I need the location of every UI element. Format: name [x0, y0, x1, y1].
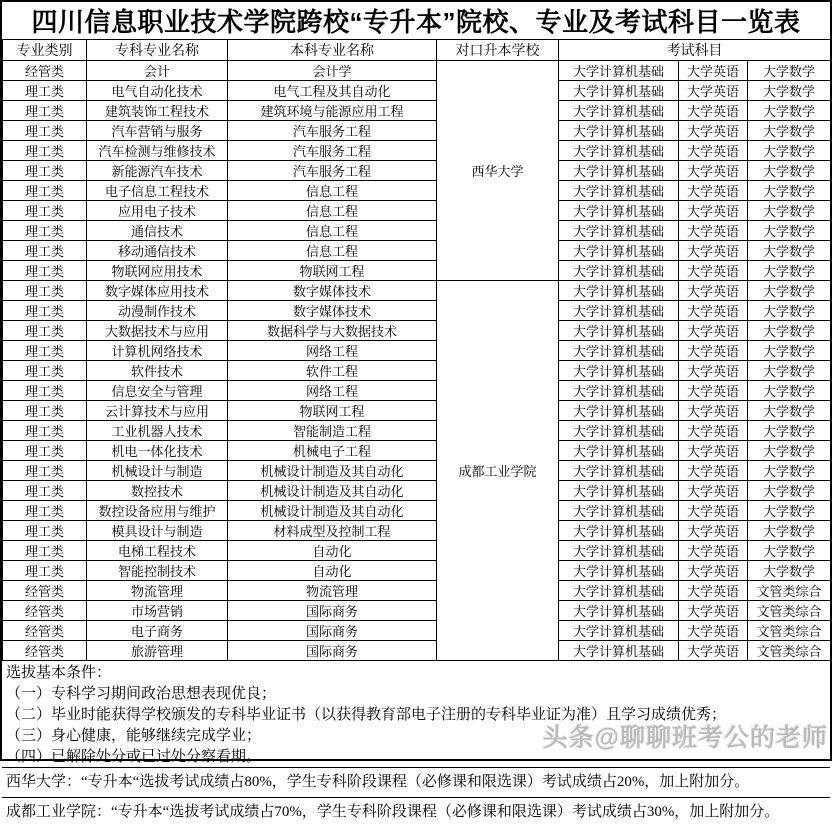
subject-cell: 大学英语: [679, 581, 748, 601]
header-school: 对口升本学校: [437, 40, 559, 61]
header-exam-subjects: 考试科目: [559, 40, 831, 61]
bachelor-major-cell: 机械设计制造及其自动化: [228, 501, 437, 521]
category-cell: 理工类: [3, 161, 87, 181]
subject-cell: 文管类综合: [748, 581, 831, 601]
bachelor-major-cell: 建筑环境与能源应用工程: [228, 101, 437, 121]
college-major-cell: 通信技术: [87, 221, 228, 241]
table-row: [3, 141, 831, 161]
bachelor-major-cell: 信息工程: [228, 221, 437, 241]
subject-cell: 大学英语: [679, 201, 748, 221]
college-major-cell: 工业机器人技术: [87, 421, 228, 441]
college-major-cell: 应用电子技术: [87, 201, 228, 221]
subject-cell: 大学计算机基础: [559, 541, 679, 561]
category-cell: 理工类: [3, 241, 87, 261]
subject-cell: 大学英语: [679, 81, 748, 101]
subject-cell: 大学数学: [748, 481, 831, 501]
subject-cell: 大学英语: [679, 481, 748, 501]
subject-cell: 大学英语: [679, 601, 748, 621]
header-row: [3, 40, 831, 61]
category-cell: 理工类: [3, 521, 87, 541]
subject-cell: 大学计算机基础: [559, 441, 679, 461]
subject-cell: 大学英语: [679, 501, 748, 521]
subject-cell: 大学数学: [748, 141, 831, 161]
college-major-cell: 计算机网络技术: [87, 341, 228, 361]
bachelor-major-cell: 数据科学与大数据技术: [228, 321, 437, 341]
college-major-cell: 云计算技术与应用: [87, 401, 228, 421]
subject-cell: 大学计算机基础: [559, 221, 679, 241]
college-major-cell: 汽车检测与维修技术: [87, 141, 228, 161]
table-row: [3, 541, 831, 561]
subject-cell: 大学数学: [748, 421, 831, 441]
college-major-cell: 物联网应用技术: [87, 261, 228, 281]
subject-cell: 大学英语: [679, 241, 748, 261]
college-major-cell: 动漫制作技术: [87, 301, 228, 321]
college-major-cell: 机械设计与制造: [87, 461, 228, 481]
footnote-chengdu: 成都工业学院：“专升本“选拔考试成绩占70%，学生专科阶段课程（必修课和限选课）考试成绩占30%，加上附加分。: [2, 797, 830, 827]
subject-cell: 大学计算机基础: [559, 201, 679, 221]
bachelor-major-cell: 电气工程及其自动化: [228, 81, 437, 101]
subject-cell: 大学计算机基础: [559, 61, 679, 81]
category-cell: 理工类: [3, 141, 87, 161]
bachelor-major-cell: 网络工程: [228, 341, 437, 361]
subject-cell: 大学计算机基础: [559, 641, 679, 661]
bachelor-major-cell: 会计学: [228, 61, 437, 81]
subject-cell: 大学计算机基础: [559, 581, 679, 601]
table-row: [3, 321, 831, 341]
subject-cell: 大学计算机基础: [559, 461, 679, 481]
header-category: 专业类别: [3, 40, 87, 61]
subject-cell: 文管类综合: [748, 641, 831, 661]
table-row: [3, 441, 831, 461]
school-cell: 西华大学: [437, 61, 559, 281]
subject-cell: 大学英语: [679, 121, 748, 141]
majors-table: [2, 39, 831, 661]
conditions-heading: 选拔基本条件：: [6, 665, 112, 681]
subject-cell: 大学数学: [748, 101, 831, 121]
college-major-cell: 大数据技术与应用: [87, 321, 228, 341]
subject-cell: 大学数学: [748, 121, 831, 141]
bachelor-major-cell: 智能制造工程: [228, 421, 437, 441]
subject-cell: 大学英语: [679, 341, 748, 361]
table-row: [3, 561, 831, 581]
subject-cell: 大学计算机基础: [559, 561, 679, 581]
subject-cell: 大学英语: [679, 641, 748, 661]
subject-cell: 大学数学: [748, 541, 831, 561]
table-header: [3, 40, 831, 61]
table-row: [3, 381, 831, 401]
category-cell: 理工类: [3, 221, 87, 241]
bachelor-major-cell: 汽车服务工程: [228, 161, 437, 181]
college-major-cell: 软件技术: [87, 361, 228, 381]
table-row: [3, 581, 831, 601]
category-cell: 理工类: [3, 361, 87, 381]
subject-cell: 大学英语: [679, 61, 748, 81]
subject-cell: 大学计算机基础: [559, 161, 679, 181]
subject-cell: 大学计算机基础: [559, 401, 679, 421]
subject-cell: 大学英语: [679, 401, 748, 421]
condition-item: （一）专科学习期间政治思想表现优良；: [6, 686, 277, 702]
table-row: [3, 501, 831, 521]
bachelor-major-cell: 自动化: [228, 541, 437, 561]
condition-item: （三）身心健康，能够继续完成学业；: [6, 728, 262, 744]
college-major-cell: 新能源汽车技术: [87, 161, 228, 181]
subject-cell: 大学英语: [679, 381, 748, 401]
bachelor-major-cell: 信息工程: [228, 201, 437, 221]
subject-cell: 大学英语: [679, 561, 748, 581]
subject-cell: 大学计算机基础: [559, 621, 679, 641]
college-major-cell: 电气自动化技术: [87, 81, 228, 101]
bachelor-major-cell: 机械设计制造及其自动化: [228, 481, 437, 501]
subject-cell: 大学英语: [679, 441, 748, 461]
subject-cell: 大学计算机基础: [559, 321, 679, 341]
category-cell: 理工类: [3, 461, 87, 481]
bachelor-major-cell: 物联网工程: [228, 401, 437, 421]
table-row: [3, 641, 831, 661]
bachelor-major-cell: 自动化: [228, 561, 437, 581]
category-cell: 理工类: [3, 381, 87, 401]
table-row: [3, 521, 831, 541]
college-major-cell: 智能控制技术: [87, 561, 228, 581]
subject-cell: 大学计算机基础: [559, 381, 679, 401]
bachelor-major-cell: 国际商务: [228, 621, 437, 641]
subject-cell: 大学英语: [679, 521, 748, 541]
subject-cell: 大学数学: [748, 221, 831, 241]
subject-cell: 文管类综合: [748, 621, 831, 641]
college-major-cell: 旅游管理: [87, 641, 228, 661]
subject-cell: 大学数学: [748, 521, 831, 541]
college-major-cell: 市场营销: [87, 601, 228, 621]
bachelor-major-cell: 软件工程: [228, 361, 437, 381]
subject-cell: 大学数学: [748, 461, 831, 481]
category-cell: 理工类: [3, 181, 87, 201]
category-cell: 理工类: [3, 281, 87, 301]
college-major-cell: 建筑装饰工程技术: [87, 101, 228, 121]
subject-cell: 大学计算机基础: [559, 341, 679, 361]
subject-cell: 大学英语: [679, 161, 748, 181]
table-body: [3, 61, 831, 661]
category-cell: 理工类: [3, 541, 87, 561]
subject-cell: 文管类综合: [748, 601, 831, 621]
bachelor-major-cell: 物联网工程: [228, 261, 437, 281]
subject-cell: 大学计算机基础: [559, 261, 679, 281]
college-major-cell: 电子商务: [87, 621, 228, 641]
bachelor-major-cell: 网络工程: [228, 381, 437, 401]
subject-cell: 大学计算机基础: [559, 301, 679, 321]
subject-cell: 大学英语: [679, 541, 748, 561]
subject-cell: 大学计算机基础: [559, 141, 679, 161]
bachelor-major-cell: 机械设计制造及其自动化: [228, 461, 437, 481]
table-row: [3, 101, 831, 121]
category-cell: 理工类: [3, 321, 87, 341]
subject-cell: 大学数学: [748, 281, 831, 301]
subject-cell: 大学数学: [748, 161, 831, 181]
college-major-cell: 汽车营销与服务: [87, 121, 228, 141]
category-cell: 经管类: [3, 61, 87, 81]
subject-cell: 大学数学: [748, 381, 831, 401]
college-major-cell: 数字媒体应用技术: [87, 281, 228, 301]
subject-cell: 大学英语: [679, 421, 748, 441]
condition-item: （四）已解除处分或已过处分察看期。: [6, 749, 262, 765]
category-cell: 理工类: [3, 301, 87, 321]
table-row: [3, 181, 831, 201]
subject-cell: 大学计算机基础: [559, 121, 679, 141]
bachelor-major-cell: 信息工程: [228, 241, 437, 261]
category-cell: 理工类: [3, 421, 87, 441]
table-row: [3, 361, 831, 381]
category-cell: 理工类: [3, 481, 87, 501]
college-major-cell: 模具设计与制造: [87, 521, 228, 541]
watermark: 头条@聊聊班考公的老师: [542, 724, 828, 752]
category-cell: 理工类: [3, 341, 87, 361]
college-major-cell: 电子信息工程技术: [87, 181, 228, 201]
subject-cell: 大学计算机基础: [559, 241, 679, 261]
school-cell: 成都工业学院: [437, 281, 559, 661]
subject-cell: 大学英语: [679, 221, 748, 241]
table-row: [3, 161, 831, 181]
bachelor-major-cell: 材料成型及控制工程: [228, 521, 437, 541]
subject-cell: 大学数学: [748, 341, 831, 361]
subject-cell: 大学数学: [748, 401, 831, 421]
subject-cell: 大学英语: [679, 461, 748, 481]
table-row: [3, 621, 831, 641]
footnote-xihua: 西华大学：“专升本“选拔考试成绩占80%，学生专科阶段课程（必修课和限选课）考试成绩占20%，加上附加分。: [2, 767, 830, 797]
bachelor-major-cell: 国际商务: [228, 641, 437, 661]
category-cell: 理工类: [3, 401, 87, 421]
subject-cell: 大学计算机基础: [559, 481, 679, 501]
category-cell: 经管类: [3, 641, 87, 661]
subject-cell: 大学英语: [679, 261, 748, 281]
subject-cell: 大学数学: [748, 361, 831, 381]
table-row: [3, 341, 831, 361]
subject-cell: 大学数学: [748, 241, 831, 261]
table-row: [3, 421, 831, 441]
subject-cell: 大学计算机基础: [559, 521, 679, 541]
category-cell: 理工类: [3, 81, 87, 101]
college-major-cell: 物流管理: [87, 581, 228, 601]
college-major-cell: 机电一体化技术: [87, 441, 228, 461]
category-cell: 理工类: [3, 561, 87, 581]
table-row: [3, 221, 831, 241]
table-row: [3, 261, 831, 281]
table-row: [3, 281, 831, 301]
table-row: [3, 461, 831, 481]
subject-cell: 大学计算机基础: [559, 81, 679, 101]
college-major-cell: 数控设备应用与维护: [87, 501, 228, 521]
condition-item: （二）毕业时能获得学校颁发的专科毕业证书（以获得教育部电子注册的专科毕业证为准）且学习成绩优秀；: [6, 707, 727, 723]
subject-cell: 大学计算机基础: [559, 281, 679, 301]
subject-cell: 大学数学: [748, 321, 831, 341]
table-row: [3, 241, 831, 261]
selection-conditions: [2, 661, 830, 767]
bachelor-major-cell: 信息工程: [228, 181, 437, 201]
subject-cell: 大学数学: [748, 181, 831, 201]
college-major-cell: 电梯工程技术: [87, 541, 228, 561]
subject-cell: 大学英语: [679, 101, 748, 121]
bachelor-major-cell: 国际商务: [228, 601, 437, 621]
category-cell: 理工类: [3, 121, 87, 141]
table-row: [3, 61, 831, 81]
category-cell: 经管类: [3, 581, 87, 601]
subject-cell: 大学英语: [679, 361, 748, 381]
subject-cell: 大学英语: [679, 621, 748, 641]
category-cell: 理工类: [3, 261, 87, 281]
subject-cell: 大学计算机基础: [559, 501, 679, 521]
page-title: 四川信息职业技术学院跨校“专升本”院校、专业及考试科目一览表: [31, 7, 801, 37]
table-row: [3, 401, 831, 421]
subject-cell: 大学数学: [748, 301, 831, 321]
bachelor-major-cell: 数字媒体技术: [228, 301, 437, 321]
header-bachelor-major: 本科专业名称: [228, 40, 437, 61]
subject-cell: 大学计算机基础: [559, 601, 679, 621]
subject-cell: 大学数学: [748, 261, 831, 281]
college-major-cell: 会计: [87, 61, 228, 81]
college-major-cell: 数控技术: [87, 481, 228, 501]
table-row: [3, 301, 831, 321]
category-cell: 理工类: [3, 201, 87, 221]
subject-cell: 大学英语: [679, 301, 748, 321]
subject-cell: 大学数学: [748, 81, 831, 101]
subject-cell: 大学英语: [679, 321, 748, 341]
college-major-cell: 移动通信技术: [87, 241, 228, 261]
table-row: [3, 601, 831, 621]
table-row: [3, 481, 831, 501]
subject-cell: 大学计算机基础: [559, 181, 679, 201]
bachelor-major-cell: 机械电子工程: [228, 441, 437, 461]
header-college-major: 专科专业名称: [87, 40, 228, 61]
table-row: [3, 121, 831, 141]
bachelor-major-cell: 数字媒体技术: [228, 281, 437, 301]
subject-cell: 大学数学: [748, 441, 831, 461]
bachelor-major-cell: 汽车服务工程: [228, 141, 437, 161]
college-major-cell: 信息安全与管理: [87, 381, 228, 401]
subject-cell: 大学英语: [679, 141, 748, 161]
table-row: [3, 201, 831, 221]
table-row: [3, 81, 831, 101]
subject-cell: 大学数学: [748, 61, 831, 81]
subject-cell: 大学数学: [748, 501, 831, 521]
subject-cell: 大学英语: [679, 181, 748, 201]
subject-cell: 大学数学: [748, 561, 831, 581]
subject-cell: 大学数学: [748, 201, 831, 221]
category-cell: 理工类: [3, 501, 87, 521]
category-cell: 理工类: [3, 101, 87, 121]
subject-cell: 大学英语: [679, 281, 748, 301]
subject-cell: 大学计算机基础: [559, 421, 679, 441]
category-cell: 经管类: [3, 621, 87, 641]
subject-cell: 大学计算机基础: [559, 101, 679, 121]
bachelor-major-cell: 物流管理: [228, 581, 437, 601]
subject-cell: 大学计算机基础: [559, 361, 679, 381]
category-cell: 经管类: [3, 601, 87, 621]
bachelor-major-cell: 汽车服务工程: [228, 121, 437, 141]
category-cell: 理工类: [3, 441, 87, 461]
